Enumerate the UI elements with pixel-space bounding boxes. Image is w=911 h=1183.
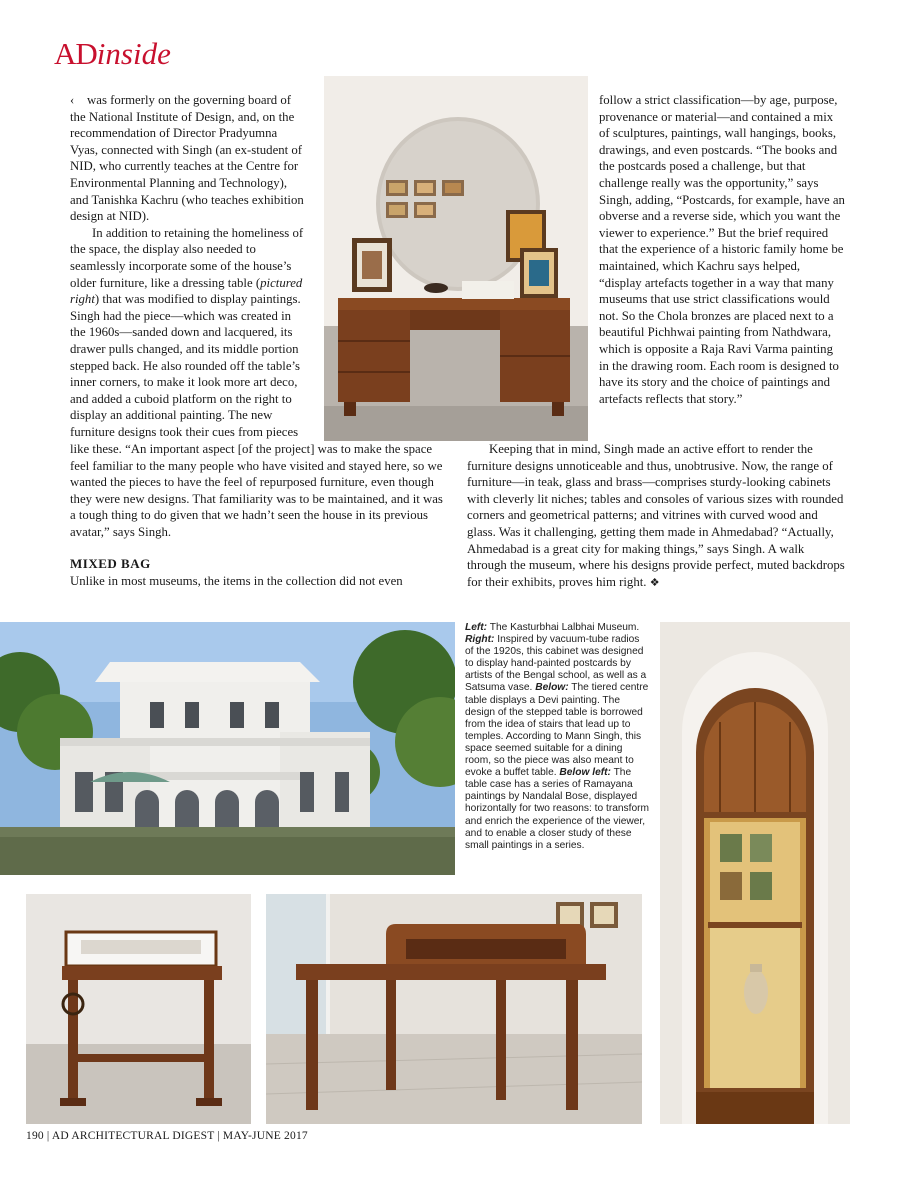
pictured-right-ref: pictured right: [70, 275, 303, 307]
article-text-lower-left: like these. “An important aspect [of the project] was to make the space feel familiar to the many people who have visited and stayed here, so we wanted the pieces to have the feel of repurposed furniture, even though they were new designs. That familiarity was to be maintained, and it was a tough thing to do given that we hadn’t seen the house in its previous avatar,” says Singh.: [70, 442, 443, 539]
centre-table-photo: [266, 894, 642, 1124]
arched-cabinet-photo: [660, 622, 850, 1124]
magazine-section-logo: [54, 36, 171, 72]
caption-label-right: Right:: [465, 634, 495, 646]
paragraph-2-end: ) that was modified to display paintings. Singh had the piece—which was created in the 1960s—sanded down and lacquered, its drawer pulls changed, and its middle portion stepped back. He also rounded off the table’s inner corners, to make it look more art deco, and added a cuboid platform on the right to display an additional painting. The new furniture designs took their cues from pieces: [70, 292, 301, 439]
logo-ad: AD: [54, 36, 97, 71]
dressing-table-photo: [324, 76, 588, 441]
page-footer: 190 | AD ARCHITECTURAL DIGEST | MAY-JUNE 2017: [26, 1130, 308, 1142]
mixed-bag-text: Unlike in most museums, the items in the collection did not even: [70, 574, 403, 588]
paragraph-1: ‹ was formerly on the governing board of the National Institute of Design, and, on the recommendation of Director Pradyumna Vyas, connected with Singh (an ex-student of NID, who currently teaches at the Centre for Environmental Planning and Technology), and Tanishka Kachru (who teaches exhibition design at NID).: [70, 93, 304, 224]
photo-caption: [465, 622, 650, 852]
end-mark: ❖: [649, 576, 660, 589]
caption-label-below: Below:: [535, 682, 569, 694]
caption-text-below: The tiered centre table displays a Devi painting. The design of the stepped table is borrowed from the idea of stairs that lead up to temples. According to Mann Singh, this space seemed suitable for a dining room, so the piece was also meant to evoke a buffet table.: [465, 682, 649, 779]
caption-text-right: Inspired by vacuum-tube radios of the 1920s, this cabinet was designed to display hand-painted postcards by artists of the Bengal school, as well as a Satsuma vase.: [465, 634, 647, 694]
section-heading: MIXED BAG: [70, 556, 151, 571]
caption-label-below-left: Below left:: [559, 767, 611, 779]
caption-label-left: Left:: [465, 622, 488, 633]
table-case-photo: [26, 894, 251, 1124]
logo-inside: inside: [96, 36, 171, 71]
paragraph-2: [70, 225, 306, 441]
paragraph-2-start: In addition to retaining the homeliness of the space, the display also needed to seamlessly incorporate some of the house’s older furniture, like a dressing table (: [70, 225, 304, 290]
museum-exterior-photo: [0, 622, 455, 875]
article-text-lower-right: [467, 441, 847, 591]
closing-paragraph: Keeping that in mind, Singh made an active effort to render the furniture designs unnoticeable and thus, unobtrusive. Now, the range of furniture—in teak, glass and brass—comprises sturdy-looking cabinets with cleverly lit niches; tables and consoles of various sizes with rounded corners and geometrical patterns; and vitrines with curved wood and glass. Was it challenging, getting them made in Ahmedabad? “Actually, Ahmedabad is a great city for making things,” says Singh. A walk through the museum, where his designs provide perfect, muted backdrops for their exhibits, proves him right.: [467, 442, 845, 589]
caption-text-below-left: The table case has a series of Ramayana paintings by Nandalal Bose, displayed horizontally for two reasons: to transform and enrich the experience of the viewer, and to enable a closer study of these small paintings in a series.: [465, 767, 650, 851]
caption-text-left: The Kasturbhai Lalbhai Museum.: [487, 622, 640, 633]
article-column-3: follow a strict classification—by age, purpose, provenance or material—and contained a mix of sculptures, paintings, wall hangings, books, drawings, and even postcards. “The books and the postcards posed a challenge, but that challenge really was the opportunity,” says Singh, adding, “Postcards, for example, have an obverse and a reverse side, which you want the viewer to experience.” But the brief required that the experience of a historic family home be maintained, which Kachru says helped, “display artefacts together in a way that many museums that use strict classifications would not. So the Chola bronzes are placed next to a beautiful Pichhwai painting from Nathdwara, which is opposite a Raja Ravi Varma painting in the drawing room. Each room is designed to have its story and the choice of paintings and artefacts reflects that story.”: [599, 93, 845, 406]
article-column-1: [70, 92, 306, 440]
